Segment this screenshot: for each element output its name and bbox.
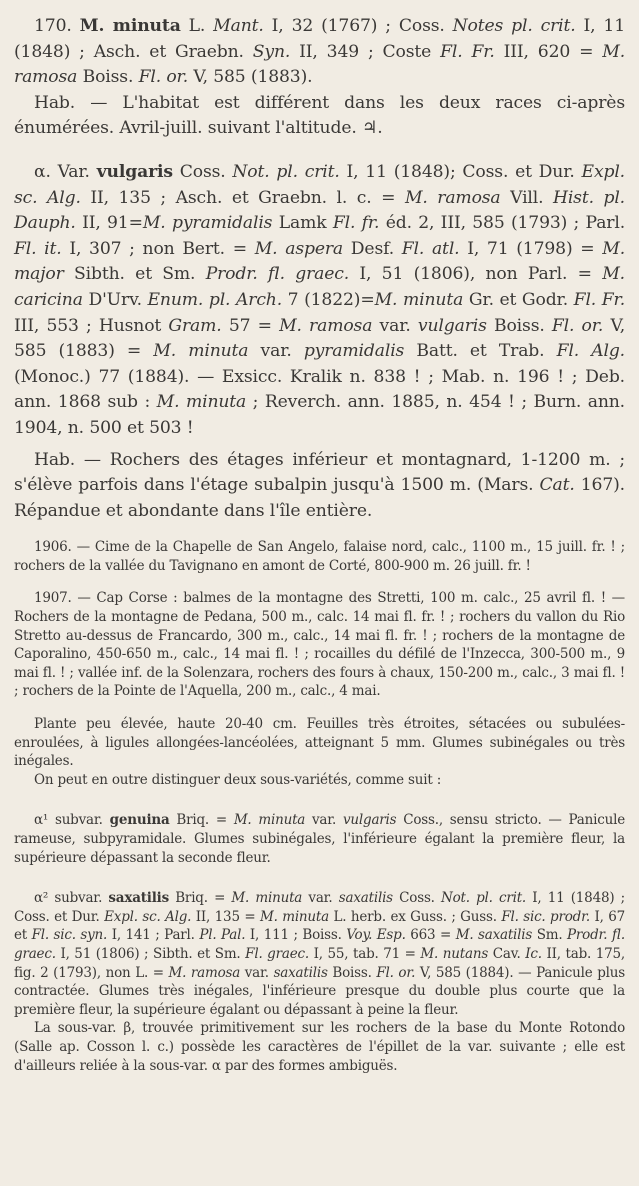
citation-italic: Expl. sc. Alg. xyxy=(14,161,625,208)
citation-italic: Not. pl. crit. xyxy=(441,890,527,907)
citation-italic: M. minuta xyxy=(233,812,306,829)
subvariety-saxatilis xyxy=(14,889,625,1019)
text-run: 167). Répandue et abondante dans l'île entière. xyxy=(14,475,625,521)
text-run: L. herb. ex Guss. ; Guss. xyxy=(329,908,502,925)
citation-italic: Fl. atl. xyxy=(401,238,460,259)
text-run: I, 51 (1806), non Parl. = xyxy=(349,264,603,285)
citation-italic: Fl. Fr. xyxy=(573,289,626,310)
text-run: α² subvar. xyxy=(34,890,109,907)
text-run: I, 307 ; non Bert. = xyxy=(61,238,255,259)
text-run: V, 585 (1883) = xyxy=(14,315,626,362)
text-run: var. xyxy=(305,812,343,829)
text-run: Gr. et Godr. xyxy=(463,289,574,310)
citation-italic: Prodr. fl. graec. xyxy=(205,264,350,285)
text-run: α¹ subvar. xyxy=(34,812,110,829)
subvariety-genuina xyxy=(14,811,625,867)
text-run: Coss., sensu stricto. — Panicule rameuse, subpyramidale. Glumes subinégales, l'inférieure égalant la première fleur, la supérieure dépassant la seconde fleur. xyxy=(14,812,625,866)
text-run: II, 135 ; Asch. et Graebn. l. c. = xyxy=(80,187,405,208)
variety-vulgaris xyxy=(14,160,625,442)
text-run: α. Var. xyxy=(34,161,97,182)
species-entry xyxy=(14,14,625,91)
text-run: Hab. — Rochers des étages inférieur et montagnard, 1-1200 m. ; s'élève parfois dans l'étage subalpin jusqu'à 1500 m. (Mars. xyxy=(14,449,625,496)
citation-italic: Fl. fr. xyxy=(332,213,380,234)
citation-italic: M. caricina xyxy=(14,264,625,310)
taxon-name: genuina xyxy=(109,812,170,829)
citation-italic: M. saxatilis xyxy=(455,927,533,944)
text-run: I, 111 ; Boiss. xyxy=(245,927,347,944)
species-habitat xyxy=(14,91,625,142)
text-run: I, 55, tab. 71 = xyxy=(308,945,421,962)
citation-italic: M. minuta xyxy=(231,890,303,907)
citation-italic: M. minuta xyxy=(156,392,247,413)
text-run: 1907. — Cap Corse : balmes de la montagne des Stretti, 100 m. calc., 25 avril fl. ! — Rochers de la montagne de Pedana, 500 m., calc. 14 mai fl. fr. ! ; rochers du vallon du Rio Stretto au-dessus de Francardo, 300 m., calc., 14 mai fl. fr. ! ; rochers de la montagne de Caporalino, 450-650 m., calc., 14 mai fl. ! ; rocailles du défilé de l'Inzecca, 300-500 m., 9 mai fl. ! ; vallée inf. de la Solenzara, rochers des fours à chaux, 150-200 m., calc., 3 mai fl. ! ; rochers de la Pointe de l'Aquella, 200 m., calc., 4 mai. xyxy=(14,590,625,700)
citation-italic: M. nutans xyxy=(420,945,489,962)
plant-description xyxy=(14,715,625,771)
text-run: Boiss. xyxy=(327,964,377,981)
citation-italic: Prodr. fl. graec. xyxy=(14,927,625,962)
citation-italic: Pl. Pal. xyxy=(199,927,246,944)
text-run: III, 553 ; Husnot xyxy=(14,315,169,336)
citation-italic: saxatilis xyxy=(273,964,328,981)
subvariety-intro xyxy=(14,771,625,790)
text-run: V, 585 (1884). — Panicule plus contractée. Glumes très inégales, l'inférieure presque du double plus courte que la première fleur, la supérieure égalant ou dépassant à peine la fleur. xyxy=(14,964,626,1018)
citation-italic: Syn. xyxy=(252,41,291,62)
text-run: ; Reverch. ann. 1885, n. 454 ! ; Burn. ann. 1904, n. 500 et 503 ! xyxy=(14,392,625,438)
taxon-name: M. minuta xyxy=(79,16,181,36)
text-run: I, 141 ; Parl. xyxy=(107,927,200,944)
citation-italic: M. ramosa xyxy=(279,315,373,336)
text-run: Boiss. xyxy=(486,315,552,336)
text-run: Sm. xyxy=(532,927,568,944)
variety-habitat xyxy=(14,448,625,525)
text-run: I, 32 (1767) ; Coss. xyxy=(263,16,453,36)
text-run: Vill. xyxy=(500,187,553,208)
citation-italic: Fl. Alg. xyxy=(556,341,625,362)
text-run: II, 349 ; Coste xyxy=(290,41,441,62)
citation-italic: Fl. or. xyxy=(551,315,604,336)
text-run: Plante peu élevée, haute 20-40 cm. Feuilles très étroites, sétacées ou subulées-enroulées, à ligules allongées-lancéolées, atteignant 5 mm. Glumes subinégales ou très inégales. xyxy=(14,716,625,770)
text-run: L. xyxy=(180,16,214,36)
text-run: 7 (1822)= xyxy=(282,289,375,310)
text-run: Boiss. xyxy=(77,67,139,88)
text-run: Coss. xyxy=(392,890,441,907)
text-run: 663 = xyxy=(405,927,456,944)
taxon-name: vulgaris xyxy=(96,161,173,182)
text-run: I, 67 et xyxy=(14,908,625,944)
citation-italic: Gram. xyxy=(168,315,222,336)
citation-italic: M. ramosa xyxy=(168,964,241,981)
text-run: 170. xyxy=(34,16,80,36)
text-run: Hab. — L'habitat est différent dans les deux races ci-après énumérées. Avril-juill. suivant l'altitude. ♃. xyxy=(14,92,625,139)
text-run: Briq. = xyxy=(168,890,232,907)
text-run: Desf. xyxy=(343,238,402,259)
citation-italic: Fl. sic. syn. xyxy=(31,927,108,944)
text-run: II, 135 = xyxy=(191,908,260,925)
citation-italic: Fl. Fr. xyxy=(440,41,495,62)
text-run: III, 620 = xyxy=(494,41,603,62)
citation-italic: Not. pl. crit. xyxy=(232,161,340,182)
text-run: On peut en outre distinguer deux sous-variétés, comme suit : xyxy=(34,771,442,788)
text-run: II, tab. 175, fig. 2 (1793), non L. = xyxy=(14,945,626,981)
citation-italic: Fl. it. xyxy=(14,238,62,259)
citation-italic: Fl. or. xyxy=(376,964,416,981)
citation-italic: M. major xyxy=(14,238,626,285)
text-run: éd. 2, III, 585 (1793) ; Parl. xyxy=(379,213,626,234)
collection-1906 xyxy=(14,538,625,575)
citation-italic: M. ramosa xyxy=(404,187,501,208)
citation-italic: Hist. pl. Dauph. xyxy=(14,187,625,234)
text-run: I, 11 (1848) ; Coss. et Dur. xyxy=(14,890,625,925)
closing-note xyxy=(14,1019,625,1075)
text-run: I, 11 (1848); Coss. et Dur. xyxy=(339,161,582,182)
text-run: I, 51 (1806) ; Sibth. et Sm. xyxy=(55,945,246,962)
citation-italic: M. pyramidalis xyxy=(142,213,273,234)
text-run: var. xyxy=(302,890,339,907)
citation-italic: M. ramosa xyxy=(14,41,626,88)
text-run: I, 71 (1798) = xyxy=(459,238,603,259)
citation-italic: Notes pl. crit. xyxy=(452,16,576,36)
citation-italic: Fl. graec. xyxy=(245,945,309,962)
text-run: 57 = xyxy=(221,315,280,336)
citation-italic: Voy. Esp. xyxy=(346,927,406,944)
citation-italic: Ic. xyxy=(525,945,542,962)
citation-italic: M. minuta xyxy=(259,908,329,925)
citation-italic: Cat. xyxy=(539,475,575,496)
citation-italic: M. minuta xyxy=(153,341,249,362)
text-run: Coss. xyxy=(172,161,233,182)
citation-italic: pyramidalis xyxy=(303,341,405,362)
collection-1907 xyxy=(14,589,625,701)
citation-italic: vulgaris xyxy=(417,315,487,336)
citation-italic: M. minuta xyxy=(374,289,464,310)
citation-italic: Expl. sc. Alg. xyxy=(104,908,192,925)
text-run: Briq. = xyxy=(169,812,234,829)
text-run: Sibth. et Sm. xyxy=(63,264,206,285)
citation-italic: Fl. sic. prodr. xyxy=(501,908,590,925)
citation-italic: Fl. or. xyxy=(138,67,189,88)
taxon-name: saxatilis xyxy=(108,890,169,907)
citation-italic: saxatilis xyxy=(338,890,393,907)
text-run: 1906. — Cime de la Chapelle de San Angelo, falaise nord, calc., 1100 m., 15 juill. fr. ! ; rochers de la vallée du Tavignano en amont de Corté, 800-900 m. 26 juill. fr. ! xyxy=(14,539,625,574)
citation-italic: M. aspera xyxy=(254,238,344,259)
text-run: V, 585 (1883). xyxy=(188,67,313,88)
text-run: Batt. et Trab. xyxy=(404,341,557,362)
citation-italic: vulgaris xyxy=(342,812,397,829)
text-run: var. xyxy=(372,315,418,336)
text-run: var. xyxy=(248,341,304,362)
text-run: D'Urv. xyxy=(82,289,148,310)
text-run: II, 91= xyxy=(75,213,143,234)
text-run: (Monoc.) 77 (1884). — Exsicc. Kralik n. 838 ! ; Mab. n. 196 ! ; Deb. ann. 1868 sub : xyxy=(14,366,625,413)
citation-italic: Enum. pl. Arch. xyxy=(147,289,283,310)
text-run: var. xyxy=(240,964,274,981)
text-run: Cav. xyxy=(488,945,526,962)
text-run: La sous-var. β, trouvée primitivement sur les rochers de la base du Monte Rotondo (Salle ap. Cosson l. c.) possède les caractères de l'épillet de la var. suivante ; elle est d'ailleurs reliée à la sous-var. α par des formes ambiguës. xyxy=(14,1020,625,1074)
text-run: I, 11 (1848) ; Asch. et Graebn. xyxy=(14,16,625,62)
citation-italic: Mant. xyxy=(213,16,264,36)
text-run: Lamk xyxy=(272,213,333,234)
